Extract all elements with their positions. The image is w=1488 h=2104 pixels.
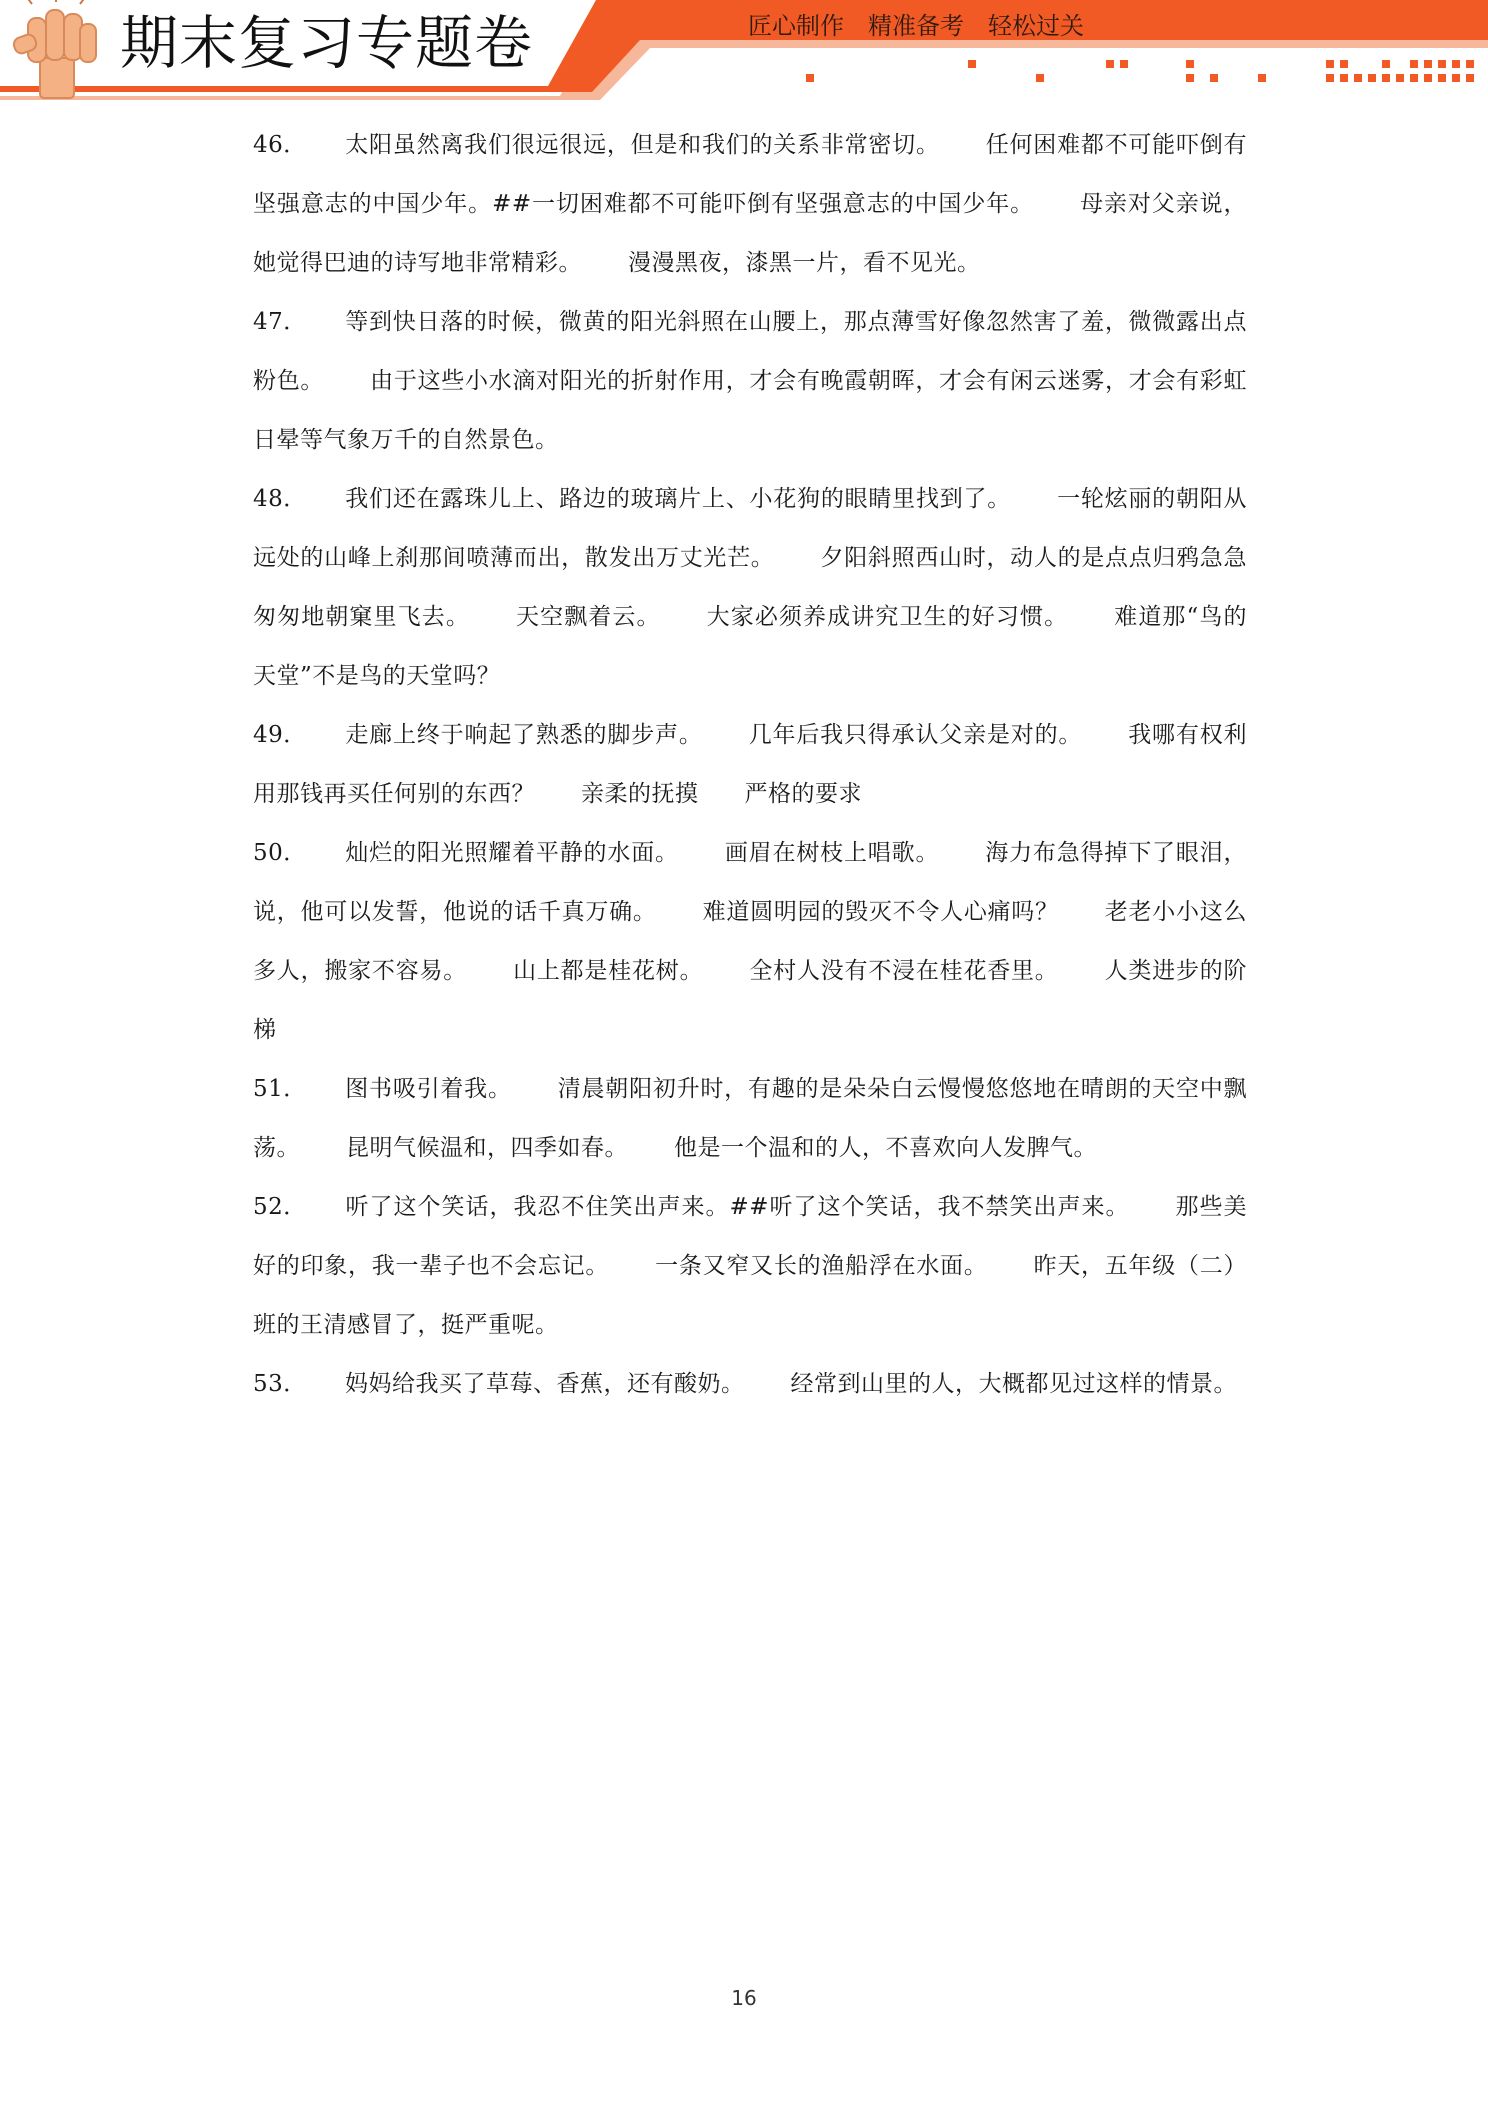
answer-sentence: 一条又窄又长的渔船浮在水面。 <box>655 1253 988 1279</box>
header-title: 期末复习专题卷 <box>120 9 534 77</box>
answer-sentence: 听了这个笑话，我忍不住笑出声来。##听了这个笑话，我不禁笑出声来。 <box>345 1194 1130 1220</box>
answer-sentence: 一轮炫丽的朝阳从远处的山峰上刹那间喷薄而出，散发出万丈光芒。 <box>253 486 1248 571</box>
answer-list <box>253 116 1247 1414</box>
answer-number: 49． <box>253 722 307 748</box>
answer-sentence: 漫漫黑夜，漆黑一片，看不见光。 <box>628 250 981 276</box>
answer-sentence: 我们还在露珠儿上、路边的玻璃片上、小花狗的眼睛里找到了。 <box>345 486 1012 512</box>
answer-sentence: 天空飘着云。 <box>515 604 661 630</box>
slogan-item: 精准备考 <box>868 12 964 40</box>
answer-sentence: 图书吸引着我。 <box>345 1076 512 1102</box>
answer-sentence: 山上都是桂花树。 <box>513 958 704 984</box>
page-header <box>0 0 1488 100</box>
answer-sentence: 海力布急得掉下了眼泪，说，他可以发誓，他说的话千真万确。 <box>253 840 1248 925</box>
answer-sentence: 难道那“鸟的天堂”不是鸟的天堂吗？ <box>253 604 1248 689</box>
answer-sentence: 全村人没有不浸在桂花香里。 <box>749 958 1059 984</box>
answer-item <box>253 470 1247 706</box>
answer-sentence: 我哪有权利用那钱再买任何别的东西？ <box>253 722 1248 807</box>
answer-number: 50． <box>253 840 307 866</box>
answer-sentence: 画眉在树枝上唱歌。 <box>724 840 940 866</box>
slogan-item: 轻松过关 <box>988 12 1084 40</box>
answer-item <box>253 1355 1247 1414</box>
answer-item <box>253 116 1247 293</box>
answer-number: 53． <box>253 1371 307 1397</box>
slogan-item: 匠心制作 <box>748 12 844 40</box>
answer-item <box>253 1060 1247 1178</box>
answer-sentence: 夕阳斜照西山时，动人的是点点归鸦急急匆匆地朝窠里飞去。 <box>253 545 1248 630</box>
answer-sentence: 走廊上终于响起了熟悉的脚步声。 <box>345 722 703 748</box>
answer-sentence: 等到快日落的时候，微黄的阳光斜照在山腰上，那点薄雪好像忽然害了羞，微微露出点粉色。 <box>253 309 1247 394</box>
decorative-dots <box>0 58 1488 88</box>
answer-sentence: 太阳虽然离我们很远很远，但是和我们的关系非常密切。 <box>345 132 940 158</box>
answer-item <box>253 706 1247 824</box>
answer-sentence: 老老小小这么多人，搬家不容易。 <box>253 899 1248 984</box>
answer-sentence: 妈妈给我买了草莓、香蕉，还有酸奶。 <box>345 1371 745 1397</box>
answer-sentence: 任何困难都不可能吓倒有坚强意志的中国少年。##一切困难都不可能吓倒有坚强意志的中国少年。 <box>253 132 1248 217</box>
answer-sentence: 人类进步的阶梯 <box>253 958 1248 1043</box>
answer-sentence: 他是一个温和的人，不喜欢向人发脾气。 <box>674 1135 1097 1161</box>
answer-sentence: 严格的要求 <box>744 781 862 807</box>
answer-item <box>253 824 1247 1060</box>
answer-sentence: 昨天，五年级（二）班的王清感冒了，挺严重呢。 <box>253 1253 1248 1338</box>
answer-item <box>253 1178 1247 1355</box>
answer-number: 52． <box>253 1194 307 1220</box>
answer-number: 48． <box>253 486 307 512</box>
answer-item <box>253 293 1247 470</box>
answer-sentence: 清晨朝阳初升时，有趣的是朵朵白云慢慢悠悠地在晴朗的天空中飘荡。 <box>253 1076 1248 1161</box>
answer-sentence: 经常到山里的人，大概都见过这样的情景。 <box>790 1371 1237 1397</box>
answer-sentence: 灿烂的阳光照耀着平静的水面。 <box>345 840 679 866</box>
answer-sentence: 由于这些小水滴对阳光的折射作用，才会有晚霞朝晖，才会有闲云迷雾，才会有彩虹日晕等气象万千的自然景色。 <box>253 368 1248 453</box>
answer-number: 51． <box>253 1076 307 1102</box>
answer-sentence: 几年后我只得承认父亲是对的。 <box>748 722 1083 748</box>
answer-sentence: 亲柔的抚摸 <box>581 781 699 807</box>
answer-sentence: 难道圆明园的毁灭不令人心痛吗？ <box>702 899 1059 925</box>
answer-sentence: 那些美好的印象，我一辈子也不会忘记。 <box>253 1194 1247 1279</box>
answer-sentence: 母亲对父亲说，她觉得巴迪的诗写地非常精彩。 <box>253 191 1248 276</box>
answer-number: 46． <box>253 132 307 158</box>
page-number: 16 <box>731 1986 757 2010</box>
answer-sentence: 大家必须养成讲究卫生的好习惯。 <box>706 604 1069 630</box>
answer-sentence: 昆明气候温和，四季如春。 <box>346 1135 628 1161</box>
header-slogan <box>748 8 1084 44</box>
answer-number: 47． <box>253 309 307 335</box>
